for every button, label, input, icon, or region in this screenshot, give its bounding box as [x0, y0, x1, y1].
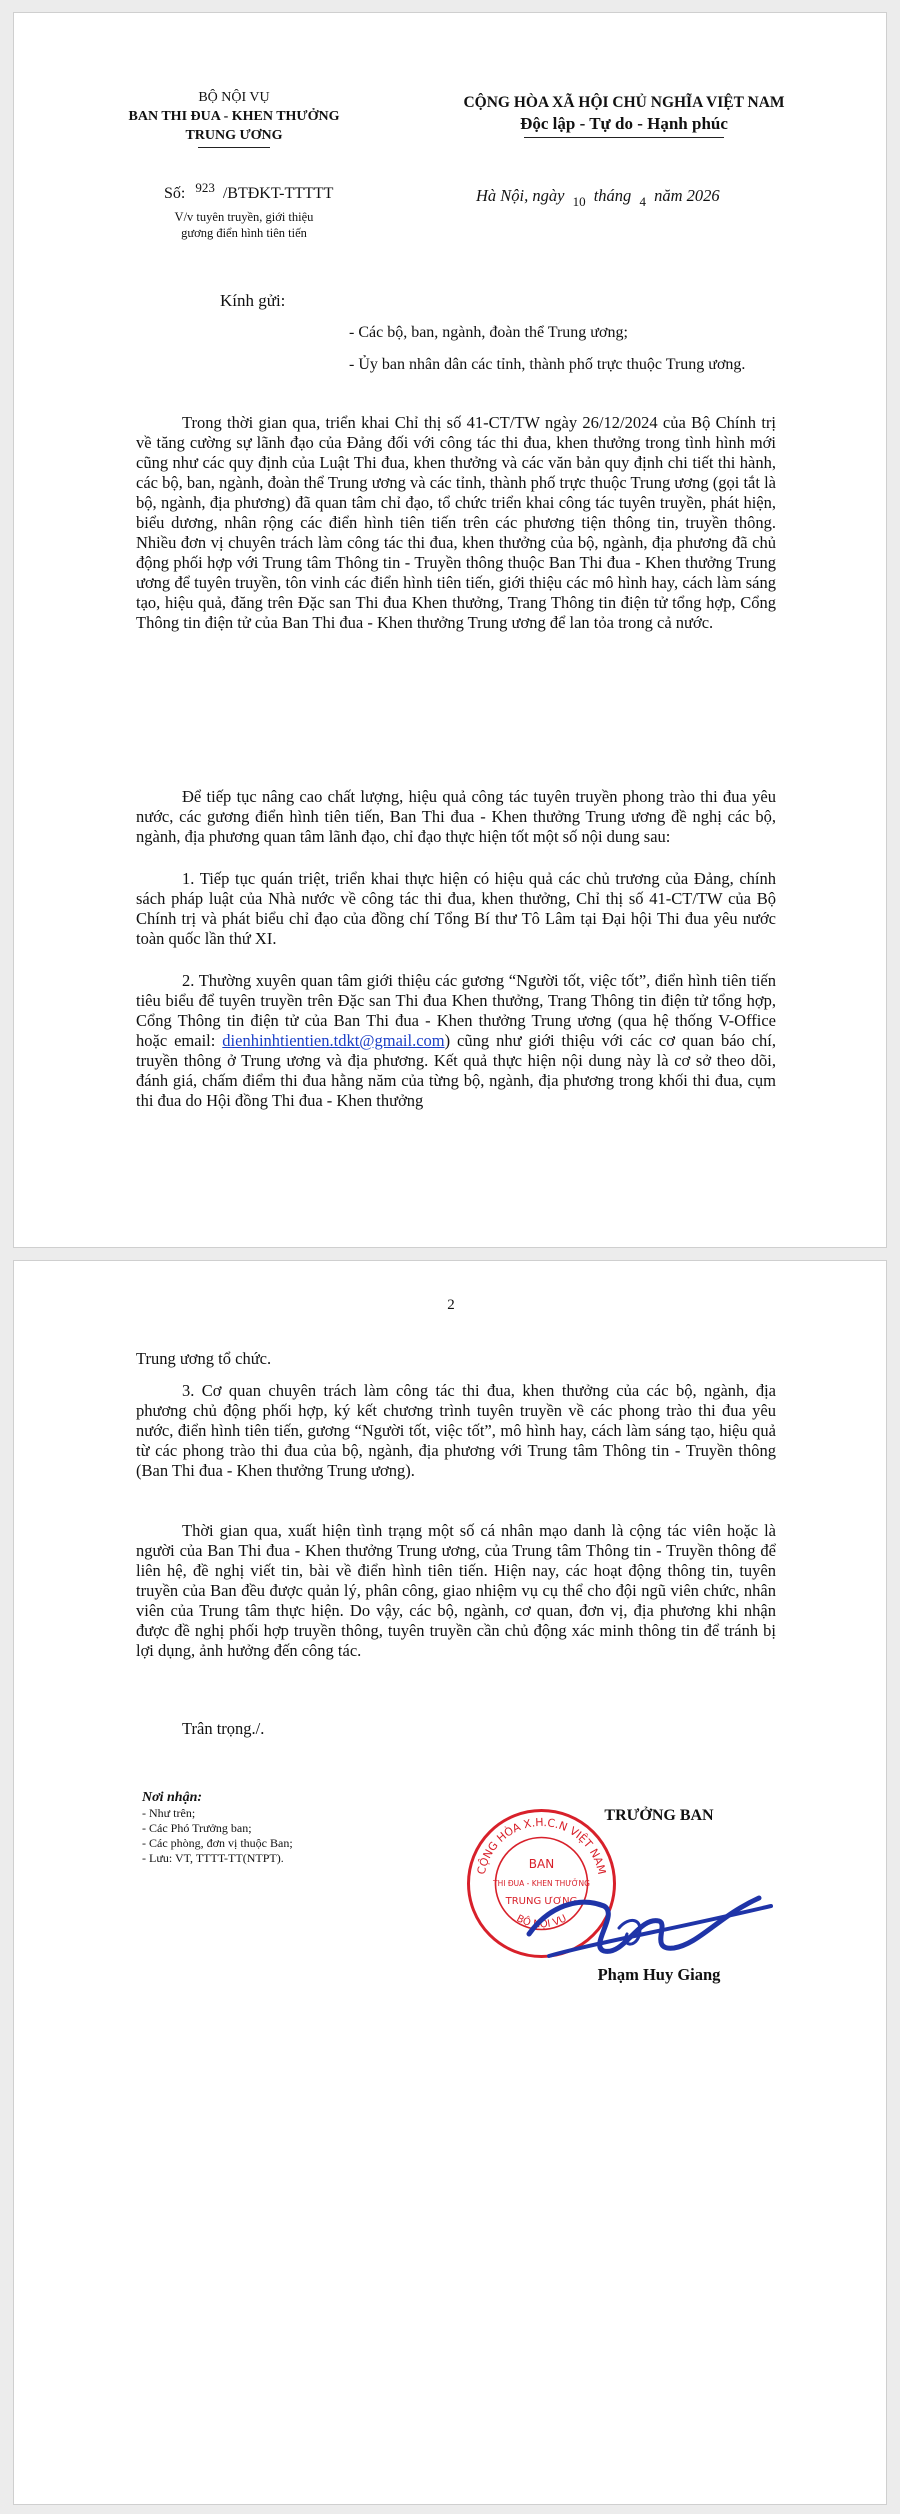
paragraph-2: Để tiếp tục nâng cao chất lượng, hiệu quả công tác tuyên truyền phong trào thi đua yêu nước, các gương điển hình tiên tiến, Ban Thi đua - Khen thưởng Trung ương đề nghị các bộ, ngành, địa phương quan tâm lãnh đạo, chỉ đạo thực hiện tốt một số nội dung sau:	[136, 787, 776, 846]
paragraph-3: 1. Tiếp tục quán triệt, triển khai thực hiện có hiệu quả các chủ trương của Đảng, chính sách pháp luật của Nhà nước về công tác thi đua, khen thưởng, Chỉ thị số 41-CT/TW của Bộ Chính trị và phát biểu chỉ đạo của đồng chí Tổng Bí thư Tô Lâm tại Đại hội Thi đua yêu nước toàn quốc lần thứ XI.	[136, 869, 776, 948]
recipient-entry: - Các Phó Trưởng ban;	[142, 1821, 252, 1835]
recipient-item: - Ủy ban nhân dân các tỉnh, thành phố trực thuộc Trung ương.	[349, 356, 746, 373]
signature-scribble	[509, 1876, 779, 1971]
motto-underline	[524, 137, 724, 138]
page-number: 2	[447, 1297, 455, 1313]
agency-line1: BAN THI ĐUA - KHEN THƯỞNG	[128, 109, 340, 124]
recipients-block	[142, 1789, 402, 1866]
subject-line2: gương điển hình tiên tiến	[181, 226, 307, 240]
signature-stroke-2	[549, 1906, 771, 1956]
stamp-line3: TRUNG ƯƠNG	[505, 1896, 578, 1907]
date-month-label: tháng	[593, 186, 632, 205]
stamp-ring-text: CỘNG HÒA X.H.C.N VIỆT NAM	[474, 1815, 609, 1876]
subject	[124, 209, 364, 241]
signature-stroke-1	[529, 1898, 759, 1951]
doc-code: /BTĐKT-TTTTT	[222, 185, 334, 202]
signer-title: TRƯỞNG BAN	[604, 1807, 714, 1824]
closing: Trân trọng./.	[182, 1719, 265, 1738]
issue-date	[476, 186, 836, 207]
recipient-entry: - Các phòng, đơn vị thuộc Ban;	[142, 1836, 293, 1850]
agency-parent: BỘ NỘI VỤ	[198, 90, 270, 105]
signer-name: Phạm Huy Giang	[597, 1965, 721, 1984]
paragraph-5: 3. Cơ quan chuyên trách làm công tác thi đua, khen thưởng của các bộ, ngành, địa phương chủ động phối hợp, ký kết chương trình tuyên truyền về các phong trào thi đua yêu nước, điển hình tiên tiến, gương “Người tốt, việc tốt”, mô hình hay, cách làm sáng tạo, hiệu quả từ các phong trào thi đua của bộ, ngành, địa phương với Trung tâm Thông tin - Truyền thông (Ban Thi đua - Khen thưởng Trung ương).	[136, 1381, 776, 1480]
nation-title: CỘNG HÒA XÃ HỘI CHỦ NGHĨA VIỆT NAM	[463, 94, 785, 111]
document-number	[164, 180, 424, 204]
paragraph-4-start: 2. Thường xuyên quan tâm giới thiệu các gương “Người tốt, việc tốt”, điển hình tiên tiến tiêu biểu để tuyên truyền trên Đặc san Thi đua Khen thưởng, Trang Thông tin điện tử tổng hợp, Cổng Thông tin điện tử của Ban Thi đua - Khen thưởng Trung ương (qua hệ thống V-Office hoặc email:	[136, 971, 776, 1050]
date-year: năm 2026	[654, 186, 720, 205]
stamp-bottom-text: BỘ NỘI VỤ	[514, 1913, 569, 1931]
agency-header	[114, 88, 354, 148]
date-day: 10	[572, 194, 586, 209]
document-page-1	[13, 12, 887, 1248]
nation-header	[409, 93, 839, 138]
recipient-entry: - Lưu: VT, TTTT-TT(NTPT).	[142, 1851, 284, 1865]
paragraph-6: Thời gian qua, xuất hiện tình trạng một số cá nhân mạo danh là cộng tác viên hoặc là người của Ban Thi đua - Khen thưởng Trung ương, của Trung tâm Thông tin - Truyền thông để liên hệ, đề nghị viết tin, bài về điển hình tiên tiến. Hiện nay, các hoạt động thông tin, tuyên truyền của Ban đều được quản lý, phân công, giao nhiệm vụ cụ thể cho đội ngũ viên chức, nhân viên của Trung tâm thực hiện. Do vậy, các bộ, ngành, cơ quan, đơn vị, địa phương khi nhận được đề nghị phối hợp truyền thông, tuyên truyền cần chủ động xác minh thông tin để tránh bị lợi dụng, ảnh hưởng đến công tác.	[136, 1521, 776, 1660]
recipient-entry: - Như trên;	[142, 1806, 196, 1820]
document-page-2	[13, 1260, 887, 2505]
paragraph-4-end: ) cũng như giới thiệu với các cơ quan báo chí, truyền thông ở Trung ương và địa phương. Kết quả thực hiện nội dung này là cơ sở theo dõi, đánh giá, chấm điểm thi đua hằng năm của từng bộ, ngành, địa phương trong khối thi đua, cụm thi đua do Hội đồng Thi đua - Khen thưởng	[136, 1031, 776, 1110]
agency-underline	[198, 147, 270, 148]
contact-email-link[interactable]: dienhinhtientien.tdkt@gmail.com	[222, 1031, 445, 1050]
paragraph-4	[136, 971, 776, 1111]
agency-line2: TRUNG ƯƠNG	[185, 128, 283, 143]
subject-line1: V/v tuyên truyền, giới thiệu	[174, 210, 314, 224]
recipients-block-list	[142, 1806, 402, 1866]
stamp-line2: THI ĐUA - KHEN THƯỞNG	[493, 1879, 590, 1888]
continuation-line: Trung ương tổ chức.	[136, 1349, 272, 1368]
stamp-line1: BAN	[528, 1857, 555, 1871]
motto: Độc lập - Tự do - Hạnh phúc	[520, 114, 728, 133]
paragraph-1: Trong thời gian qua, triển khai Chỉ thị số 41-CT/TW ngày 26/12/2024 của Bộ Chính trị về tăng cường sự lãnh đạo của Đảng đối với công tác thi đua, khen thưởng trong tình hình mới cũng như các quy định của Luật Thi đua, khen thưởng và các văn bản quy định chi tiết thi hành, các bộ, ban, ngành, đoàn thể Trung ương và các tỉnh, thành phố trực thuộc Trung ương (gọi tắt là bộ, ngành, địa phương) đã quan tâm chỉ đạo, tổ chức triển khai công tác tuyên truyền, phát hiện, biểu dương, nhân rộng các điển hình tiên tiến trên các phương tiện thông tin, truyền thông. Nhiều đơn vị chuyên trách làm công tác thi đua, khen thưởng của bộ, ngành, địa phương đã chủ động phối hợp với Trung tâm Thông tin - Truyền thông thuộc Ban Thi đua - Khen thưởng Trung ương để tuyên truyền, tôn vinh các điển hình tiên tiến, giới thiệu các mô hình hay, cách làm sáng tạo, hiệu quả, đăng trên Đặc san Thi đua Khen thưởng, Trang Thông tin điện tử tổng hợp, Cổng Thông tin điện tử của Ban Thi đua - Khen thưởng Trung ương để lan tỏa trong cả nước.	[136, 413, 776, 632]
recipients-block-label: Nơi nhận:	[142, 1790, 203, 1805]
recipients-label: Kính gửi:	[220, 291, 286, 310]
date-month: 4	[639, 194, 646, 209]
recipient-item: - Các bộ, ban, ngành, đoàn thể Trung ương;	[349, 324, 628, 341]
doc-number-label: Số:	[164, 185, 186, 202]
doc-number: 923	[195, 180, 215, 195]
date-prefix: Hà Nội, ngày	[476, 186, 565, 205]
recipients-list	[349, 317, 829, 381]
